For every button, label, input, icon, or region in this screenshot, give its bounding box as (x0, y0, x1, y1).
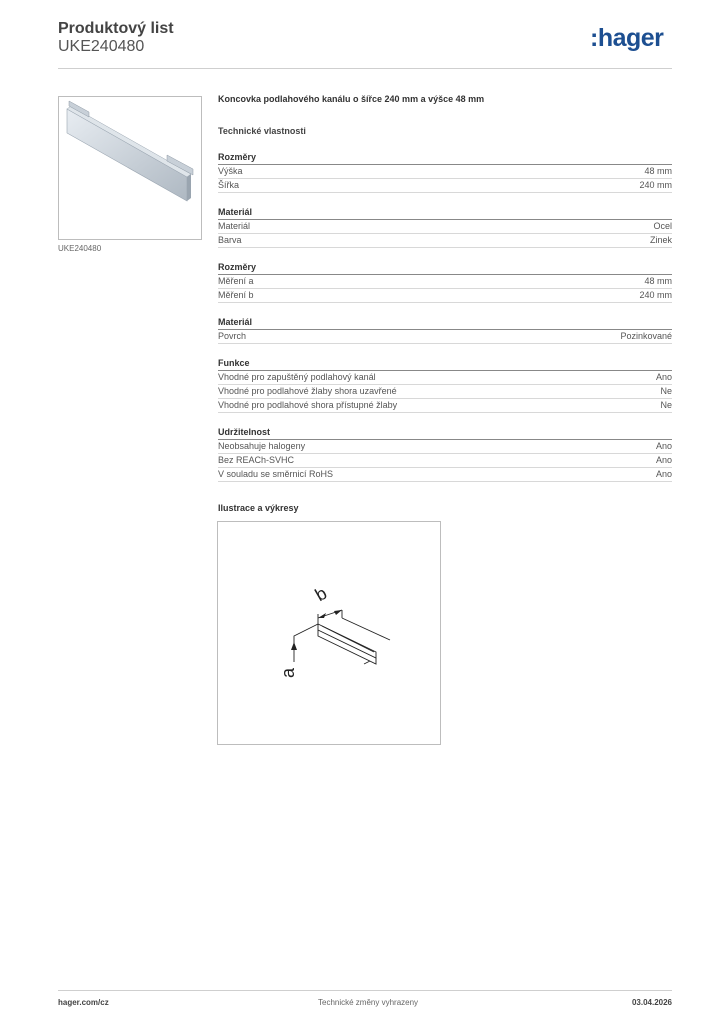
footer-divider (58, 990, 672, 991)
group-title: Udržitelnost (218, 427, 672, 440)
spec-row (218, 220, 672, 234)
spec-value: 240 mm (639, 180, 672, 190)
photo-caption: UKE240480 (58, 244, 102, 253)
page-title: Produktový list (58, 20, 174, 37)
group-title: Materiál (218, 317, 672, 330)
spec-value: Ne (660, 386, 672, 396)
dimension-drawing (217, 521, 441, 745)
spec-label: Barva (218, 235, 242, 245)
spec-section (218, 94, 672, 482)
spec-value: 240 mm (639, 290, 672, 300)
spec-label: Neobsahuje halogeny (218, 441, 306, 451)
tech-heading: Technické vlastnosti (218, 126, 306, 136)
spec-row (218, 371, 672, 385)
group-title: Materiál (218, 207, 672, 220)
spec-value: 48 mm (644, 166, 672, 176)
spec-row (218, 179, 672, 193)
spec-value: Ano (655, 469, 672, 479)
spec-group (218, 262, 672, 303)
spec-label: Vhodné pro podlahové žlaby shora uzavřené (218, 386, 397, 396)
group-title: Rozměry (218, 262, 672, 275)
product-photo (58, 96, 202, 240)
spec-label: Vhodné pro podlahové shora přístupné žlaby (218, 400, 398, 410)
spec-label: Vhodné pro zapuštěný podlahový kanál (218, 372, 376, 382)
spec-group (218, 427, 672, 482)
spec-label: Výška (218, 166, 243, 176)
group-title: Funkce (218, 358, 672, 371)
spec-label: Materiál (218, 221, 251, 231)
spec-label: Měření a (218, 276, 254, 286)
spec-value: Ne (660, 400, 672, 410)
spec-group (218, 358, 672, 413)
spec-row (218, 385, 672, 399)
footer-date: 03.04.2026 (631, 998, 672, 1007)
spec-row (218, 468, 672, 482)
spec-value: Ano (655, 455, 672, 465)
spec-row (218, 289, 672, 303)
spec-label: V souladu se směrnicí RoHS (218, 469, 334, 479)
spec-label: Bez REACh-SVHC (218, 455, 295, 465)
spec-value: Ano (655, 441, 672, 451)
spec-row (218, 454, 672, 468)
spec-row (218, 234, 672, 248)
spec-group (218, 152, 672, 193)
hager-logo: :hager (590, 24, 664, 52)
spec-value: Pozinkované (620, 331, 672, 341)
footer-notice: Technické změny vyhrazeny (318, 998, 419, 1007)
group-title: Rozměry (218, 152, 672, 165)
spec-value: Zinek (649, 235, 672, 245)
spec-row (218, 399, 672, 413)
spec-value: Ano (655, 372, 672, 382)
product-code: UKE240480 (58, 38, 145, 55)
dimension-a-label: a (278, 667, 298, 678)
spec-label: Šířka (218, 180, 240, 190)
spec-group (218, 317, 672, 344)
spec-row (218, 440, 672, 454)
spec-label: Povrch (218, 331, 247, 341)
dimension-b-label: b (311, 582, 331, 606)
product-headline: Koncovka podlahového kanálu o šířce 240 mm a výšce 48 mm (218, 94, 485, 104)
header-divider (58, 68, 672, 69)
illustration-heading: Ilustrace a výkresy (218, 503, 299, 513)
spec-value: 48 mm (644, 276, 672, 286)
spec-group (218, 207, 672, 248)
spec-label: Měření b (218, 290, 254, 300)
spec-value: Ocel (653, 221, 672, 231)
spec-row (218, 275, 672, 289)
spec-row (218, 165, 672, 179)
spec-row (218, 330, 672, 344)
footer-website: hager.com/cz (58, 998, 109, 1007)
